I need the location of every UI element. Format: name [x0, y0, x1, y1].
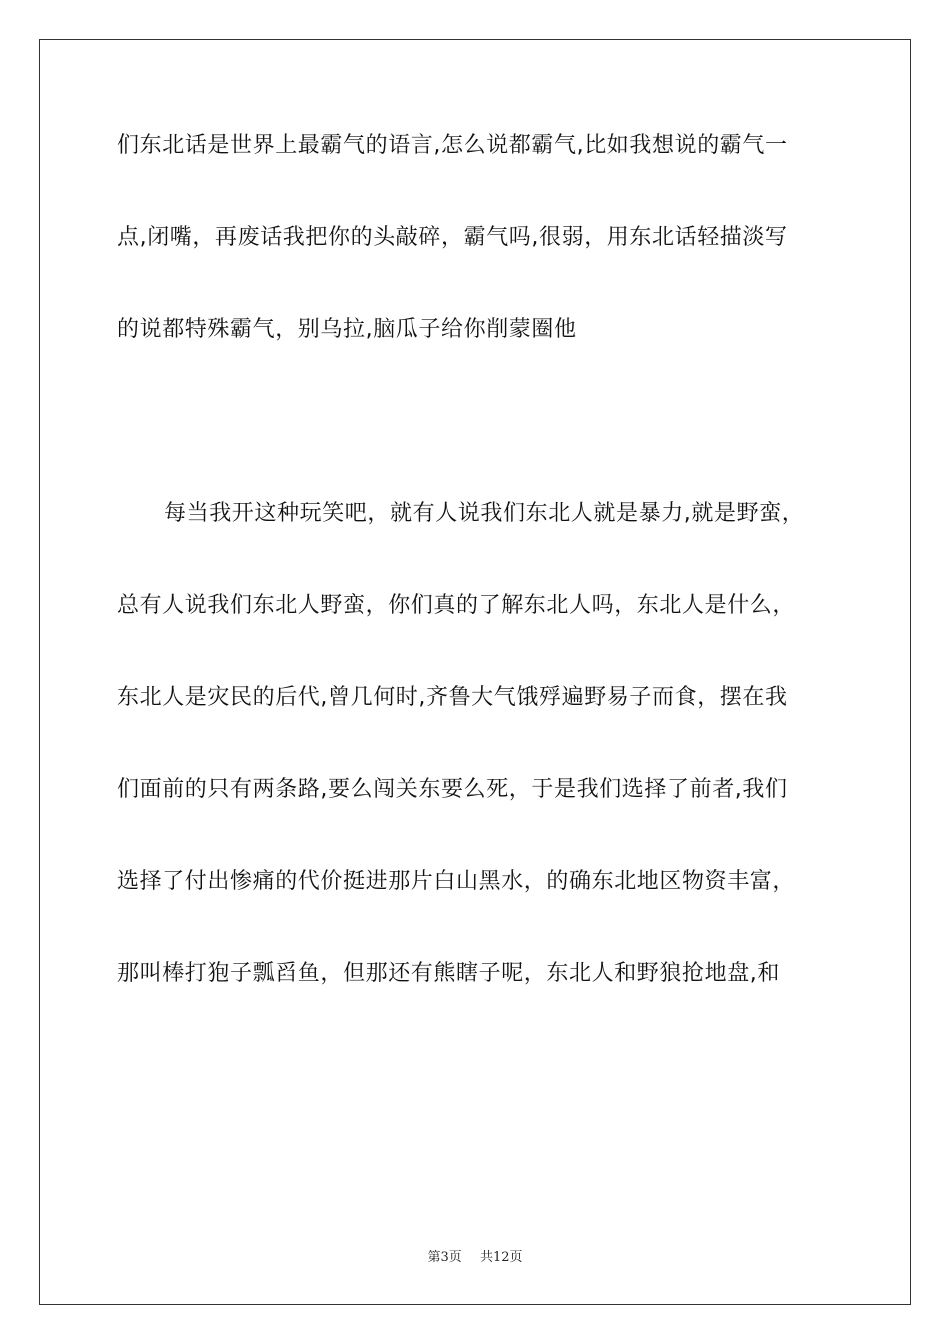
text-line: 选择了付出惨痛的代价挺进那片白山黑水，的确东北地区物资丰富， [117, 869, 796, 894]
text-line: 的说都特殊霸气，别乌拉,脑瓜子给你削蒙圈他 [117, 317, 577, 342]
text-line: 那叫棒打狍子瓢舀鱼，但那还有熊瞎子呢，东北人和野狼抢地盘,和 [117, 961, 780, 986]
paragraph-gap [117, 402, 833, 494]
text-line-paragraph-start: 每当我开这种玩笑吧，就有人说我们东北人就是暴力,就是野蛮， [164, 501, 805, 526]
document-body [117, 126, 833, 1046]
text-line: 们东北话是世界上最霸气的语言,怎么说都霸气,比如我想说的霸气一 [117, 133, 788, 158]
page-footer [0, 1246, 950, 1265]
text-line: 点,闭嘴，再废话我把你的头敲碎，霸气吗,很弱，用东北话轻描淡写 [117, 225, 788, 250]
text-line: 总有人说我们东北人野蛮，你们真的了解东北人吗，东北人是什么， [117, 593, 796, 618]
text-line: 们面前的只有两条路,要么闯关东要么死，于是我们选择了前者,我们 [117, 777, 788, 802]
page-number: 第3页 [427, 1250, 462, 1265]
page-total: 共12页 [479, 1250, 523, 1265]
text-line: 东北人是灾民的后代,曾几何时,齐鲁大气饿殍遍野易子而食，摆在我 [117, 685, 788, 710]
